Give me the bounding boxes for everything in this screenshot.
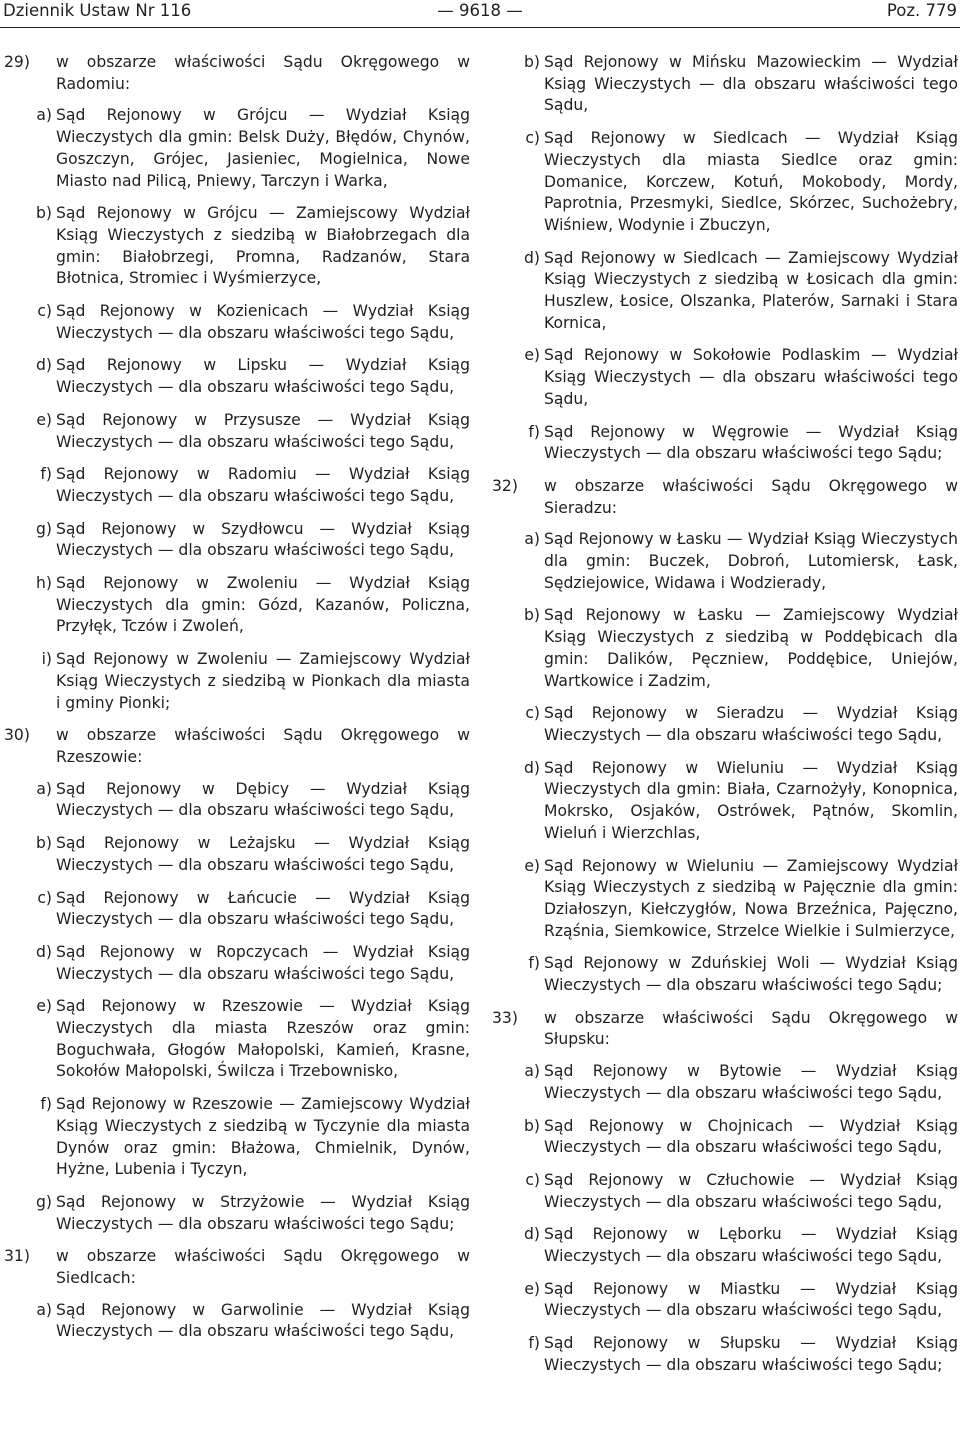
court-entry: [492, 1061, 958, 1104]
entry-text: Sąd Rejonowy w Mińsku Mazowieckim — Wydział Ksiąg Wieczystych — dla obszaru właściwości tego Sądu,: [544, 53, 958, 115]
entry-label: g): [36, 519, 52, 538]
court-entry: [4, 942, 470, 985]
entry-label: i): [41, 650, 52, 669]
entry-text: Sąd Rejonowy w Miastku — Wydział Ksiąg Wieczystych — dla obszaru właściwości tego Sądu,: [544, 1279, 958, 1320]
entry-text: Sąd Rejonowy w Strzyżowie — Wydział Ksiąg Wieczystych — dla obszaru właściwości tego Sądu;: [56, 1192, 470, 1233]
court-entry: [492, 1170, 958, 1213]
court-entry: [4, 105, 470, 192]
entry-label: f): [528, 954, 540, 973]
entry-label: a): [36, 106, 52, 125]
page-header: [0, 0, 960, 28]
entry-label: c): [525, 1170, 540, 1189]
entry-label: a): [36, 779, 52, 798]
entry-label: d): [36, 356, 52, 375]
court-entry: [492, 605, 958, 692]
entry-label: a): [524, 530, 540, 549]
entry-label: h): [36, 574, 52, 593]
entry-text: Sąd Rejonowy w Lipsku — Wydział Ksiąg Wieczystych — dla obszaru właściwości tego Sądu,: [56, 356, 470, 397]
court-entry: [4, 996, 470, 1083]
court-entry: [4, 355, 470, 398]
district-court-section: [492, 1008, 958, 1051]
entry-text: Sąd Rejonowy w Sokołowie Podlaskim — Wydział Ksiąg Wieczystych — dla obszaru właściwości tego Sądu,: [544, 346, 958, 408]
entry-text: w obszarze właściwości Sądu Okręgowego w Słupsku:: [544, 1008, 958, 1049]
entry-label: c): [37, 888, 52, 907]
entry-text: Sąd Rejonowy w Grójcu — Zamiejscowy Wydział Ksiąg Wieczystych z siedzibą w Białobrzegach dla gmin: Białobrzegi, Promna, Radzanów, Stara Błotnica, Stromiec i Wyśmierzyce,: [56, 204, 470, 288]
entry-text: Sąd Rejonowy w Szydłowcu — Wydział Ksiąg Wieczystych — dla obszaru właściwości tego Sądu,: [56, 519, 470, 560]
court-entry: [4, 203, 470, 290]
district-court-section: [4, 52, 470, 95]
entry-label: d): [524, 248, 540, 267]
court-entry: [4, 1300, 470, 1343]
entry-text: Sąd Rejonowy w Przysusze — Wydział Ksiąg Wieczystych — dla obszaru właściwości tego Sądu,: [56, 410, 470, 451]
court-entry: [492, 953, 958, 996]
court-entry: [4, 833, 470, 876]
entry-label: e): [524, 1279, 540, 1298]
entry-text: Sąd Rejonowy w Ropczycach — Wydział Ksiąg Wieczystych — dla obszaru właściwości tego Sądu,: [56, 942, 470, 983]
entry-label: b): [524, 1116, 540, 1135]
entry-label: d): [524, 758, 540, 777]
court-entry: [4, 779, 470, 822]
entry-text: Sąd Rejonowy w Zwoleniu — Wydział Ksiąg Wieczystych dla gmin: Gózd, Kazanów, Policzna, Przyłęk, Tczów i Zwoleń,: [56, 574, 470, 636]
court-entry: [4, 1094, 470, 1181]
entry-label: f): [528, 422, 540, 441]
entry-label: f): [40, 1095, 52, 1114]
entry-label: a): [524, 1062, 540, 1081]
entry-text: Sąd Rejonowy w Zwoleniu — Zamiejscowy Wydział Ksiąg Wieczystych z siedzibą w Pionkach dla miasta i gminy Pionki;: [56, 650, 470, 712]
entry-text: w obszarze właściwości Sądu Okręgowego w Radomiu:: [56, 53, 470, 93]
entry-label: e): [524, 346, 540, 365]
entry-text: Sąd Rejonowy w Węgrowie — Wydział Ksiąg Wieczystych — dla obszaru właściwości tego Sądu;: [544, 422, 958, 463]
court-entry: [4, 410, 470, 453]
entry-label: 29): [4, 53, 30, 71]
entry-label: e): [36, 410, 52, 429]
entry-text: Sąd Rejonowy w Wieluniu — Zamiejscowy Wydział Ksiąg Wieczystych z siedzibą w Pajęcznie dla gmin: Działoszyn, Kiełczygłów, Nowa Brzeźnica, Pajęczno, Rząśnia, Siemkowice, Strzelce Wielkie i Sulmierzyce,: [544, 856, 958, 940]
entry-label: c): [525, 129, 540, 148]
entry-label: b): [524, 606, 540, 625]
position-number: Poz. 779: [886, 1, 957, 20]
entry-text: Sąd Rejonowy w Grójcu — Wydział Ksiąg Wieczystych dla gmin: Belsk Duży, Błędów, Chynów, Goszczyn, Grójec, Jasieniec, Mogielnica, Nowe Miasto nad Pilicą, Pniewy, Tarczyn i Warka,: [56, 106, 470, 190]
entry-label: 30): [4, 726, 30, 745]
court-entry: [4, 649, 470, 714]
entry-label: g): [36, 1192, 52, 1211]
entry-text: Sąd Rejonowy w Rzeszowie — Wydział Ksiąg Wieczystych dla miasta Rzeszów oraz gmin: Boguchwała, Głogów Małopolski, Kamień, Krasne, Sokołów Małopolski, Świlcza i Trzebownisko,: [56, 997, 470, 1081]
entry-text: Sąd Rejonowy w Siedlcach — Wydział Ksiąg Wieczystych dla miasta Siedlce oraz gmin: Domanice, Korczew, Kotuń, Mokobody, Mordy, Paprotnia, Przesmyki, Siedlce, Skórzec, Suchożebry, Wiśniew, Wodynie i Zbuczyn,: [544, 129, 958, 234]
district-court-section: [4, 725, 470, 768]
court-entry: [492, 1333, 958, 1376]
entry-label: b): [36, 834, 52, 853]
entry-text: Sąd Rejonowy w Łańcucie — Wydział Ksiąg Wieczystych — dla obszaru właściwości tego Sądu,: [56, 888, 470, 929]
court-entry: [4, 888, 470, 931]
entry-label: 31): [4, 1247, 30, 1266]
entry-label: 33): [492, 1008, 518, 1027]
entry-text: Sąd Rejonowy w Łasku — Wydział Ksiąg Wieczystych dla gmin: Buczek, Dobroń, Lutomiersk, Łask, Sędziejowice, Widawa i Wodzierady,: [544, 530, 958, 592]
entry-text: w obszarze właściwości Sądu Okręgowego w Siedlcach:: [56, 1247, 470, 1288]
entry-text: w obszarze właściwości Sądu Okręgowego w Rzeszowie:: [56, 726, 470, 766]
court-entry: [4, 573, 470, 638]
entry-label: c): [37, 302, 52, 321]
court-entry: [492, 1224, 958, 1267]
court-entry: [492, 52, 958, 117]
journal-title: Dziennik Ustaw Nr 116: [3, 1, 192, 20]
entry-label: e): [36, 997, 52, 1016]
entry-text: Sąd Rejonowy w Rzeszowie — Zamiejscowy Wydział Ksiąg Wieczystych z siedzibą w Tyczynie dla miasta Dynów oraz gmin: Błażowa, Chmielnik, Dynów, Hyżne, Lubenia i Tyczyn,: [56, 1095, 470, 1179]
entry-text: Sąd Rejonowy w Kozienicach — Wydział Ksiąg Wieczystych — dla obszaru właściwości tego Sądu,: [56, 302, 470, 342]
entry-text: Sąd Rejonowy w Sieradzu — Wydział Ksiąg Wieczystych — dla obszaru właściwości tego Sądu,: [544, 704, 958, 744]
entry-label: c): [525, 704, 540, 723]
entry-text: Sąd Rejonowy w Zduńskiej Woli — Wydział Ksiąg Wieczystych — dla obszaru właściwości tego Sądu;: [544, 954, 958, 995]
court-entry: [492, 1279, 958, 1322]
entry-label: a): [36, 1300, 52, 1319]
entry-label: 32): [492, 476, 518, 495]
entry-text: Sąd Rejonowy w Garwolinie — Wydział Ksiąg Wieczystych — dla obszaru właściwości tego Sądu,: [56, 1300, 470, 1341]
entry-text: Sąd Rejonowy w Siedlcach — Zamiejscowy Wydział Ksiąg Wieczystych z siedzibą w Łosicach dla gmin: Huszlew, Łosice, Olszanka, Platerów, Sarnaki i Stara Kornica,: [544, 248, 958, 332]
entry-label: d): [524, 1225, 540, 1244]
court-entry: [492, 422, 958, 465]
court-entry: [4, 1192, 470, 1235]
page-number: — 9618 —: [437, 1, 523, 20]
entry-label: f): [40, 465, 52, 484]
court-entry: [492, 345, 958, 410]
district-court-section: [492, 476, 958, 519]
court-entry: [492, 248, 958, 335]
left-column: [4, 52, 470, 1354]
district-court-section: [4, 1246, 470, 1289]
entry-text: Sąd Rejonowy w Chojnicach — Wydział Ksiąg Wieczystych — dla obszaru właściwości tego Sądu,: [544, 1116, 958, 1157]
court-entry: [492, 128, 958, 237]
entry-label: d): [36, 942, 52, 961]
court-entry: [492, 1116, 958, 1159]
entry-label: b): [36, 204, 52, 223]
entry-text: Sąd Rejonowy w Łasku — Zamiejscowy Wydział Ksiąg Wieczystych z siedzibą w Poddębicach dla gmin: Dalików, Pęczniew, Poddębice, Uniejów, Wartkowice i Zadzim,: [544, 606, 958, 690]
court-entry: [492, 856, 958, 943]
entry-text: w obszarze właściwości Sądu Okręgowego w Sieradzu:: [544, 476, 958, 517]
entry-label: b): [524, 53, 540, 71]
court-entry: [492, 529, 958, 594]
entry-text: Sąd Rejonowy w Leżajsku — Wydział Ksiąg Wieczystych — dla obszaru właściwości tego Sądu,: [56, 834, 470, 874]
entry-text: Sąd Rejonowy w Słupsku — Wydział Ksiąg Wieczystych — dla obszaru właściwości tego Sądu;: [544, 1334, 958, 1374]
court-entry: [492, 758, 958, 845]
court-entry: [4, 464, 470, 507]
entry-text: Sąd Rejonowy w Lęborku — Wydział Ksiąg Wieczystych — dla obszaru właściwości tego Sądu,: [544, 1225, 958, 1266]
entry-text: Sąd Rejonowy w Wieluniu — Wydział Ksiąg Wieczystych dla gmin: Biała, Czarnożyły, Konopnica, Mokrsko, Osjaków, Ostrówek, Pątnów, Skomlin, Wieluń i Wierzchlas,: [544, 758, 958, 842]
entry-text: Sąd Rejonowy w Radomiu — Wydział Ksiąg Wieczystych — dla obszaru właściwości tego Sądu,: [56, 465, 470, 505]
court-entry: [4, 301, 470, 344]
entry-text: Sąd Rejonowy w Bytowie — Wydział Ksiąg Wieczystych — dla obszaru właściwości tego Sądu,: [544, 1062, 958, 1102]
header-divider: [0, 27, 960, 28]
entry-label: e): [524, 856, 540, 875]
court-entry: [492, 703, 958, 746]
court-entry: [4, 519, 470, 562]
entry-text: Sąd Rejonowy w Człuchowie — Wydział Ksiąg Wieczystych — dla obszaru właściwości tego Sądu,: [544, 1170, 958, 1211]
right-column: [492, 52, 958, 1388]
entry-text: Sąd Rejonowy w Dębicy — Wydział Ksiąg Wieczystych — dla obszaru właściwości tego Sądu,: [56, 779, 470, 820]
entry-label: f): [528, 1334, 540, 1353]
